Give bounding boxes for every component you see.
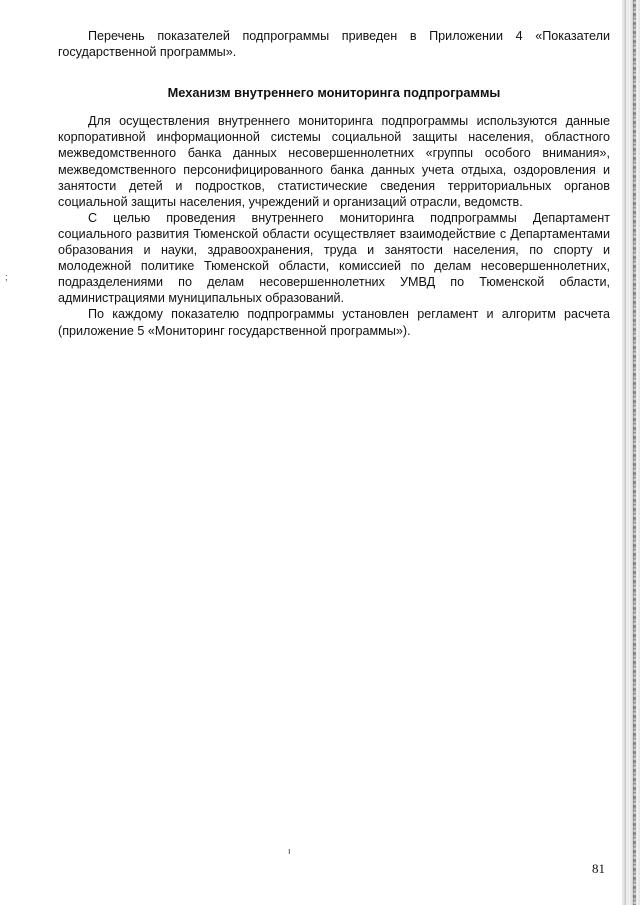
section-heading: Механизм внутреннего мониторинга подпрограммы <box>167 85 501 101</box>
document-body <box>58 28 610 339</box>
scan-edge-artifact <box>622 0 640 905</box>
paragraph-calculation-algorithm: По каждому показателю подпрограммы установлен регламент и алгоритм расчета (приложение 5 «Мониторинг государственной программы»). <box>58 307 610 338</box>
page-number: 81 <box>592 861 605 876</box>
scan-speck: ı <box>288 846 291 856</box>
scan-edge-artifact-line <box>633 0 636 905</box>
paragraph-interaction: С целью проведения внутреннего мониторинга подпрограммы Департамент социального развития Тюменской области осуществляет взаимодействие с Департаментами образования и науки, здравоохранения, труда и занятости населения, по спорту и молодежной политике Тюменской области, комиссией по делам несовершеннолетних, подразделениями по делам несовершеннолетних УМВД по Тюменской области, администрациями муниципальных образований. <box>58 210 610 306</box>
scan-speck: ; <box>5 272 8 282</box>
paragraph-indicators-reference: Перечень показателей подпрограммы приведен в Приложении 4 «Показатели государственной программы». <box>58 29 610 60</box>
paragraph-monitoring-data-sources: Для осуществления внутреннего мониторинга подпрограммы используются данные корпоративной информационной системы социальной защиты населения, областного межведомственного банка данных несовершеннолетних «группы особого внимания», межведомственного персонифицированного банка данных учета отдыха, оздоровления и занятости детей и подростков, статистические сведения территориальных органов социальной защиты населения, учреждений и организаций отрасли, ведомств. <box>58 114 610 209</box>
